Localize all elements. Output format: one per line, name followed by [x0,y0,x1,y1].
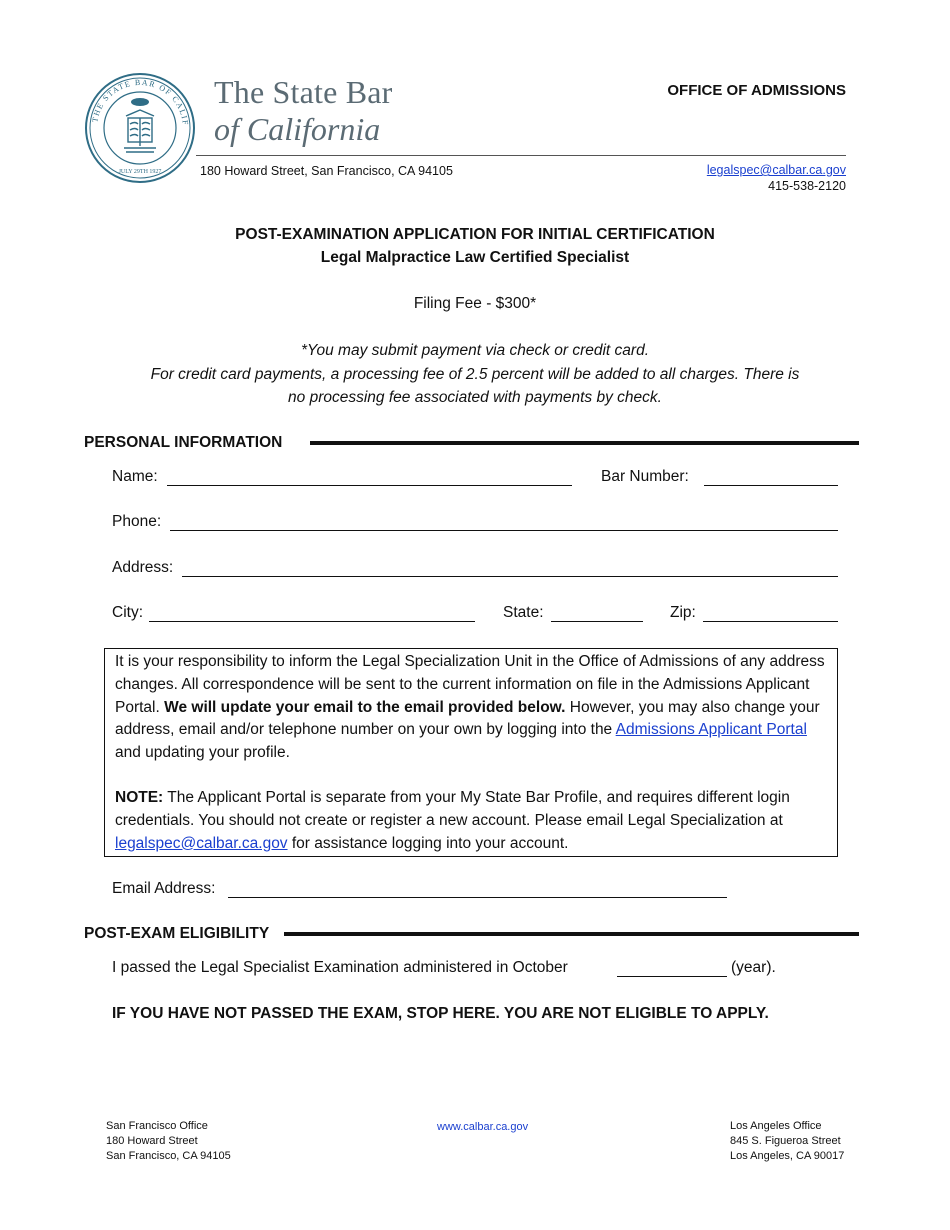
footer-la-office [730,1119,844,1164]
payment-note-line1: *You may submit payment via check or credit card. [300,342,650,359]
city-field[interactable] [149,621,475,622]
notice-paragraph-1 [115,651,827,765]
state-label: State: [503,604,544,621]
logo-wordmark-line2: of California [214,111,381,147]
notice-bold-text: We will update your email to the email provided below. [164,698,566,716]
payment-note-line2: For credit card payments, a processing fee of 2.5 percent will be added to all charges. There is [150,366,800,383]
svg-text:JULY 29TH 1927: JULY 29TH 1927 [118,169,162,175]
applicant-portal-link[interactable]: Admissions Applicant Portal [615,721,807,739]
footer-sf-line: San Francisco, CA 94105 [106,1150,231,1162]
phone-field[interactable] [170,530,838,531]
exam-statement [112,959,568,977]
zip-label: Zip: [670,604,696,621]
section-rule-personal [310,441,859,445]
notice-paragraph-2 [115,787,827,855]
address-field[interactable] [182,576,838,577]
footer-la-line: Los Angeles, CA 90017 [730,1150,845,1162]
form-title: POST-EXAMINATION APPLICATION FOR INITIAL CERTIFICATION [235,226,715,243]
header-divider [196,155,846,156]
city-label: City: [112,604,143,621]
name-label: Name: [112,468,158,485]
address-label: Address: [112,559,174,576]
zip-field[interactable] [703,621,838,622]
header-phone: 415-538-2120 [768,179,846,193]
legalspec-email-link[interactable]: legalspec@calbar.ca.gov [115,834,288,852]
header-address: 180 Howard Street, San Francisco, CA 94105 [200,164,453,178]
notice-text: However, you may also change your address, email and/or telephone number on your own by logging into the [115,698,820,739]
footer-website-link[interactable]: www.calbar.ca.gov [437,1121,529,1133]
footer-la-line: Los Angeles Office [730,1120,822,1132]
year-suffix: (year). [731,959,776,976]
notice-text: and updating your profile. [115,744,290,762]
notice-text: The Applicant Portal is separate from your My State Bar Profile, and requires different login credentials. You should not create or register a new account. Please email Legal Specialization at [115,788,790,829]
footer-sf-line: San Francisco Office [106,1120,208,1132]
section-heading-eligibility: POST-EXAM ELIGIBILITY [84,925,270,942]
notice-text: for assistance logging into your account. [287,834,569,852]
email-address-field[interactable] [228,897,727,898]
exam-statement-text: I passed the Legal Specialist Examination administered in October [112,959,568,976]
bar-number-field[interactable] [704,485,838,486]
notice-text: It is your responsibility to inform the Legal Specialization Unit in the Office of Admissions of any address changes. All correspondence will be sent to the current information on file in the Admissions Applicant Portal. [115,653,825,716]
office-title: OFFICE OF ADMISSIONS [667,82,846,99]
name-field[interactable] [167,485,572,486]
form-subtitle: Legal Malpractice Law Certified Specialist [320,249,630,266]
bar-number-label: Bar Number: [601,468,689,485]
footer-sf-line: 180 Howard Street [106,1135,198,1147]
payment-note-line3: no processing fee associated with payments by check. [288,389,662,406]
section-heading-personal: PERSONAL INFORMATION [84,434,283,451]
svg-text:THE STATE BAR OF CALIFORNIA: THE STATE BAR OF CALIF [90,77,191,127]
note-label: NOTE: [115,788,164,806]
section-rule-eligibility [284,932,859,936]
exam-year-field[interactable] [617,976,727,977]
filing-fee: Filing Fee - $300* [413,295,537,312]
state-field[interactable] [551,621,643,622]
footer-sf-office [106,1119,231,1164]
phone-label: Phone: [112,513,162,530]
footer-la-line: 845 S. Figueroa Street [730,1135,841,1147]
state-bar-seal-logo [84,72,196,184]
email-address-label: Email Address: [112,880,216,897]
ineligibility-warning: IF YOU HAVE NOT PASSED THE EXAM, STOP HERE. YOU ARE NOT ELIGIBLE TO APPLY. [112,1005,769,1022]
address-change-notice [104,648,838,857]
header-email-link[interactable]: legalspec@calbar.ca.gov [706,163,846,177]
logo-wordmark-line1: The State Bar [214,74,393,110]
